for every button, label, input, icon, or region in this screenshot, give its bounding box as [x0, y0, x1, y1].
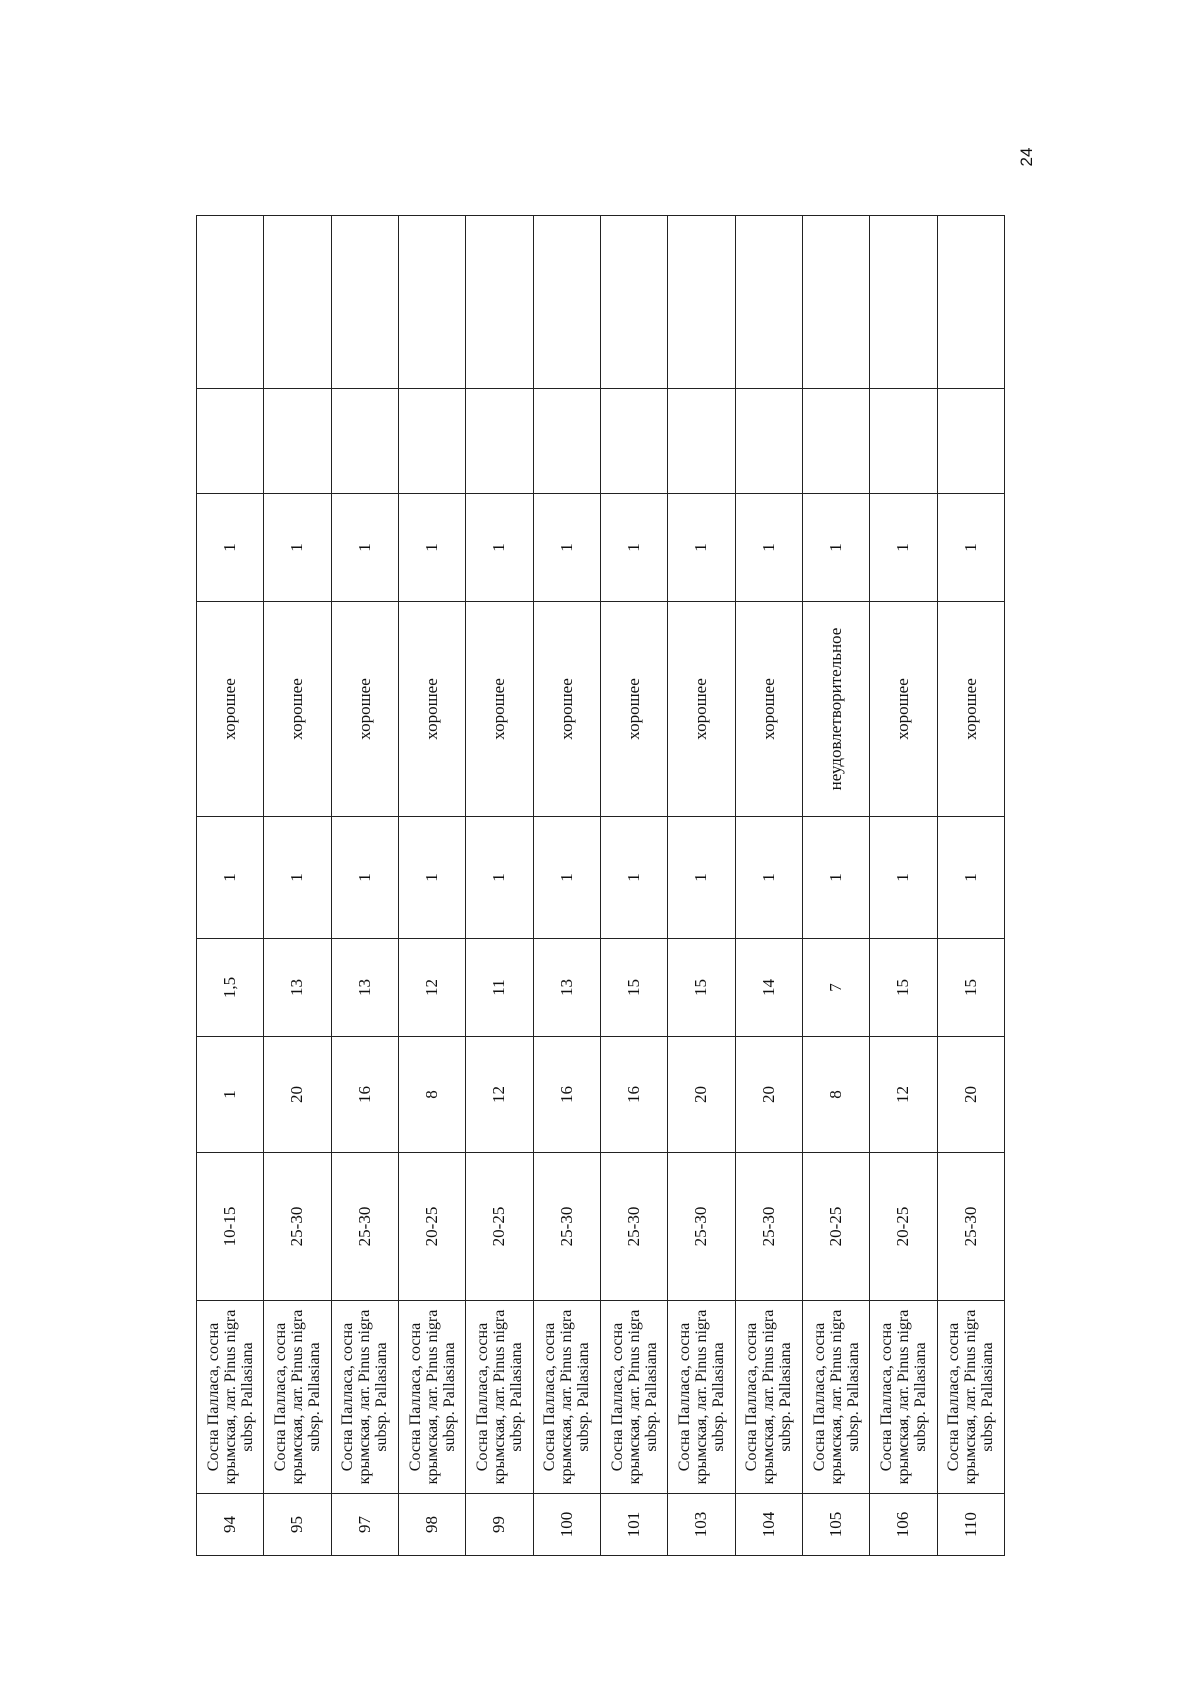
condition-cell: неудовлетворительное: [802, 602, 869, 817]
count-cell: 1: [466, 817, 533, 939]
empty-cell: [398, 389, 465, 494]
count-cell: 1: [264, 817, 331, 939]
table-row: [331, 216, 398, 1556]
species-cell: Сосна Палласа, сосна крымская, лат. Pinus nigra subsp. Pallasiana: [735, 1301, 802, 1494]
diameter-cell: 16: [533, 1037, 600, 1153]
diameter-cell: 8: [398, 1037, 465, 1153]
height-cell: 11: [466, 939, 533, 1037]
quantity-cell: 1: [600, 494, 667, 602]
tree-inventory-table-frame: [196, 216, 1004, 1556]
quantity-cell: 1: [937, 494, 1004, 602]
empty-cell: [735, 389, 802, 494]
count-cell: 1: [600, 817, 667, 939]
height-cell: 15: [600, 939, 667, 1037]
count-cell: 1: [533, 817, 600, 939]
height-cell: 12: [398, 939, 465, 1037]
count-cell: 1: [331, 817, 398, 939]
empty-cell: [870, 389, 937, 494]
empty-cell: [331, 389, 398, 494]
species-cell: Сосна Палласа, сосна крымская, лат. Pinus nigra subsp. Pallasiana: [398, 1301, 465, 1494]
condition-cell: хорошее: [197, 602, 264, 817]
empty-cell: [937, 216, 1004, 389]
empty-cell: [802, 389, 869, 494]
tree-number-cell: 100: [533, 1494, 600, 1556]
tree-number-cell: 99: [466, 1494, 533, 1556]
diameter-cell: 8: [802, 1037, 869, 1153]
species-cell: Сосна Палласа, сосна крымская, лат. Pinus nigra subsp. Pallasiana: [466, 1301, 533, 1494]
table-row: [264, 216, 331, 1556]
height-cell: 13: [264, 939, 331, 1037]
tree-number-cell: 104: [735, 1494, 802, 1556]
diameter-cell: 1: [197, 1037, 264, 1153]
empty-cell: [600, 389, 667, 494]
species-cell: Сосна Палласа, сосна крымская, лат. Pinus nigra subsp. Pallasiana: [870, 1301, 937, 1494]
tree-number-cell: 106: [870, 1494, 937, 1556]
empty-cell: [197, 389, 264, 494]
empty-cell: [802, 216, 869, 389]
count-cell: 1: [668, 817, 735, 939]
table-row: [533, 216, 600, 1556]
diameter-cell: 20: [264, 1037, 331, 1153]
empty-cell: [264, 389, 331, 494]
species-cell: Сосна Палласа, сосна крымская, лат. Pinus nigra subsp. Pallasiana: [264, 1301, 331, 1494]
table-row: [802, 216, 869, 1556]
age-cell: 25-30: [331, 1153, 398, 1301]
age-cell: 20-25: [466, 1153, 533, 1301]
condition-cell: хорошее: [937, 602, 1004, 817]
empty-cell: [466, 216, 533, 389]
quantity-cell: 1: [668, 494, 735, 602]
quantity-cell: 1: [802, 494, 869, 602]
table-row: [937, 216, 1004, 1556]
tree-number-cell: 105: [802, 1494, 869, 1556]
species-cell: Сосна Палласа, сосна крымская, лат. Pinus nigra subsp. Pallasiana: [197, 1301, 264, 1494]
table-row: [870, 216, 937, 1556]
condition-cell: хорошее: [735, 602, 802, 817]
condition-cell: хорошее: [264, 602, 331, 817]
quantity-cell: 1: [870, 494, 937, 602]
diameter-cell: 16: [331, 1037, 398, 1153]
height-cell: 13: [331, 939, 398, 1037]
condition-cell: хорошее: [466, 602, 533, 817]
diameter-cell: 20: [735, 1037, 802, 1153]
age-cell: 20-25: [870, 1153, 937, 1301]
empty-cell: [870, 216, 937, 389]
empty-cell: [937, 389, 1004, 494]
height-cell: 7: [802, 939, 869, 1037]
condition-cell: хорошее: [331, 602, 398, 817]
height-cell: 1,5: [197, 939, 264, 1037]
height-cell: 15: [870, 939, 937, 1037]
table-row: [398, 216, 465, 1556]
empty-cell: [668, 389, 735, 494]
count-cell: 1: [197, 817, 264, 939]
tree-number-cell: 103: [668, 1494, 735, 1556]
condition-cell: хорошее: [398, 602, 465, 817]
table-row: [668, 216, 735, 1556]
condition-cell: хорошее: [600, 602, 667, 817]
tree-number-cell: 95: [264, 1494, 331, 1556]
age-cell: 10-15: [197, 1153, 264, 1301]
page-number: 24: [1017, 147, 1036, 167]
empty-cell: [466, 389, 533, 494]
table-row: [466, 216, 533, 1556]
table-body: [197, 216, 1005, 1556]
table-row: [197, 216, 264, 1556]
quantity-cell: 1: [466, 494, 533, 602]
species-cell: Сосна Палласа, сосна крымская, лат. Pinus nigra subsp. Pallasiana: [331, 1301, 398, 1494]
empty-cell: [735, 216, 802, 389]
count-cell: 1: [802, 817, 869, 939]
species-cell: Сосна Палласа, сосна крымская, лат. Pinus nigra subsp. Pallasiana: [533, 1301, 600, 1494]
empty-cell: [398, 216, 465, 389]
count-cell: 1: [735, 817, 802, 939]
quantity-cell: 1: [264, 494, 331, 602]
tree-number-cell: 110: [937, 1494, 1004, 1556]
tree-inventory-table: [196, 215, 1005, 1556]
species-cell: Сосна Палласа, сосна крымская, лат. Pinus nigra subsp. Pallasiana: [600, 1301, 667, 1494]
species-cell: Сосна Палласа, сосна крымская, лат. Pinus nigra subsp. Pallasiana: [937, 1301, 1004, 1494]
quantity-cell: 1: [197, 494, 264, 602]
empty-cell: [600, 216, 667, 389]
species-cell: Сосна Палласа, сосна крымская, лат. Pinus nigra subsp. Pallasiana: [802, 1301, 869, 1494]
tree-number-cell: 101: [600, 1494, 667, 1556]
age-cell: 20-25: [398, 1153, 465, 1301]
age-cell: 25-30: [600, 1153, 667, 1301]
age-cell: 25-30: [533, 1153, 600, 1301]
empty-cell: [197, 216, 264, 389]
quantity-cell: 1: [735, 494, 802, 602]
quantity-cell: 1: [331, 494, 398, 602]
condition-cell: хорошее: [533, 602, 600, 817]
empty-cell: [533, 389, 600, 494]
height-cell: 15: [937, 939, 1004, 1037]
diameter-cell: 12: [466, 1037, 533, 1153]
age-cell: 25-30: [735, 1153, 802, 1301]
count-cell: 1: [870, 817, 937, 939]
height-cell: 13: [533, 939, 600, 1037]
condition-cell: хорошее: [668, 602, 735, 817]
age-cell: 25-30: [937, 1153, 1004, 1301]
tree-number-cell: 98: [398, 1494, 465, 1556]
diameter-cell: 12: [870, 1037, 937, 1153]
age-cell: 25-30: [264, 1153, 331, 1301]
empty-cell: [668, 216, 735, 389]
count-cell: 1: [398, 817, 465, 939]
age-cell: 20-25: [802, 1153, 869, 1301]
count-cell: 1: [937, 817, 1004, 939]
quantity-cell: 1: [533, 494, 600, 602]
diameter-cell: 20: [937, 1037, 1004, 1153]
species-cell: Сосна Палласа, сосна крымская, лат. Pinus nigra subsp. Pallasiana: [668, 1301, 735, 1494]
quantity-cell: 1: [398, 494, 465, 602]
empty-cell: [264, 216, 331, 389]
table-row: [735, 216, 802, 1556]
diameter-cell: 20: [668, 1037, 735, 1153]
tree-number-cell: 97: [331, 1494, 398, 1556]
empty-cell: [331, 216, 398, 389]
empty-cell: [533, 216, 600, 389]
height-cell: 15: [668, 939, 735, 1037]
table-row: [600, 216, 667, 1556]
condition-cell: хорошее: [870, 602, 937, 817]
age-cell: 25-30: [668, 1153, 735, 1301]
diameter-cell: 16: [600, 1037, 667, 1153]
height-cell: 14: [735, 939, 802, 1037]
tree-number-cell: 94: [197, 1494, 264, 1556]
